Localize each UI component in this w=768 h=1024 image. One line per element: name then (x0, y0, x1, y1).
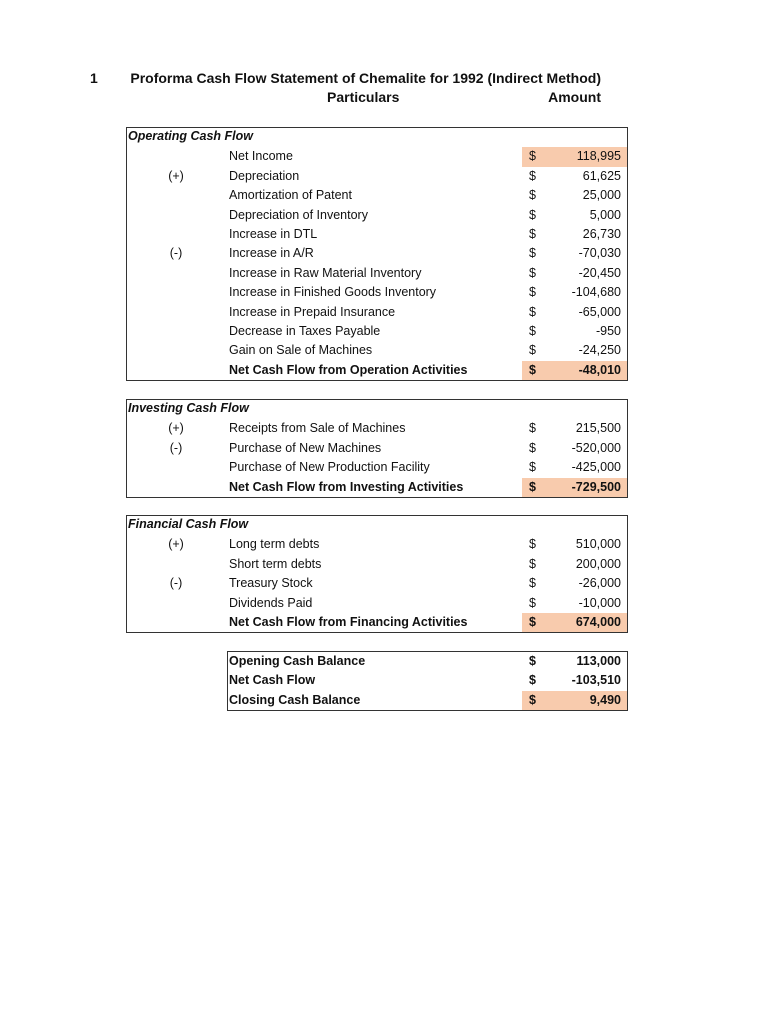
sign-indicator (150, 322, 202, 341)
line-item-label: Decrease in Taxes Payable (229, 324, 381, 338)
line-item-amount: -70,030 (578, 246, 621, 261)
total-row-label: Net Cash Flow from Operation Activities (229, 362, 468, 377)
currency-symbol: $ (529, 149, 536, 164)
line-item-label: Treasury Stock (229, 576, 313, 591)
sign-indicator (150, 613, 202, 632)
line-item-amount: -425,000 (571, 460, 621, 475)
balance-amount: 9,490 (589, 692, 621, 707)
line-item-label: Gain on Sale of Machines (229, 343, 373, 358)
line-item-label: Purchase of New Machines (229, 440, 382, 455)
sign-indicator (150, 341, 202, 360)
sign-indicator (150, 283, 202, 302)
line-item-label: Receipts from Sale of Machines (229, 421, 406, 436)
line-item-amount: -104,680 (571, 285, 621, 300)
sign-indicator (150, 458, 202, 477)
line-item-amount: 61,625 (582, 168, 621, 183)
line-item-label: Long term debts (229, 537, 320, 552)
line-item-amount: -20,450 (578, 265, 621, 280)
sign-indicator (150, 303, 202, 322)
sign-indicator (150, 594, 202, 613)
line-item-label: Short term debts (229, 556, 322, 571)
line-item-label: Net Income (229, 149, 293, 164)
currency-symbol: $ (529, 479, 536, 494)
line-item-label: Increase in DTL (229, 227, 318, 241)
line-item-amount: -26,000 (578, 576, 621, 591)
item-number: 1 (90, 70, 98, 86)
line-item-label: Increase in Finished Goods Inventory (229, 285, 437, 300)
column-header-amount: Amount (548, 89, 601, 105)
section-title: Investing Cash Flow (128, 401, 249, 415)
line-item-amount: 26,730 (582, 227, 621, 241)
sign-indicator: (-) (169, 440, 183, 455)
currency-symbol: $ (529, 246, 536, 261)
balance-label: Net Cash Flow (229, 673, 316, 688)
currency-symbol: $ (529, 421, 536, 436)
sign-indicator (150, 225, 202, 244)
sign-indicator (150, 555, 202, 574)
currency-symbol: $ (529, 285, 536, 300)
line-item-label: Increase in A/R (229, 246, 314, 261)
currency-symbol: $ (529, 324, 536, 338)
sign-indicator: (+) (168, 168, 184, 183)
column-header-particulars: Particulars (327, 89, 400, 105)
page-title: Proforma Cash Flow Statement of Chemalite for 1992 (Indirect Method) (130, 70, 601, 86)
sign-indicator: (+) (168, 537, 184, 552)
currency-symbol: $ (529, 595, 536, 610)
currency-symbol: $ (529, 692, 536, 707)
total-row-label: Net Cash Flow from Investing Activities (229, 479, 464, 494)
total-row-amount: -729,500 (571, 479, 621, 494)
line-item-label: Increase in Prepaid Insurance (229, 304, 396, 319)
balance-amount: -103,510 (571, 673, 621, 688)
line-item-amount: 118,995 (576, 149, 621, 164)
currency-symbol: $ (529, 615, 536, 629)
balance-label: Opening Cash Balance (229, 654, 366, 668)
line-item-label: Depreciation of Inventory (229, 207, 368, 222)
line-item-label: Purchase of New Production Facility (229, 460, 430, 475)
section-title: Financial Cash Flow (128, 517, 249, 531)
sign-indicator: (-) (169, 576, 183, 591)
currency-symbol: $ (529, 537, 536, 552)
line-item-label: Depreciation (229, 168, 300, 183)
sign-indicator (150, 361, 202, 380)
currency-symbol: $ (529, 265, 536, 280)
total-row-label: Net Cash Flow from Financing Activities (229, 615, 468, 629)
line-item-amount: 200,000 (575, 556, 621, 571)
currency-symbol: $ (529, 362, 536, 377)
sign-indicator (150, 206, 202, 225)
sign-indicator: (-) (169, 246, 183, 261)
currency-symbol: $ (529, 304, 536, 319)
sign-indicator (150, 186, 202, 205)
line-item-amount: 215,500 (575, 421, 621, 436)
currency-symbol: $ (529, 556, 536, 571)
total-row-amount: -48,010 (578, 362, 621, 377)
section-title: Operating Cash Flow (128, 129, 254, 143)
currency-symbol: $ (529, 440, 536, 455)
currency-symbol: $ (529, 227, 536, 241)
sign-indicator (150, 478, 202, 497)
line-item-label: Dividends Paid (229, 595, 313, 610)
currency-symbol: $ (529, 188, 536, 203)
line-item-amount: -10,000 (578, 595, 621, 610)
currency-symbol: $ (529, 207, 536, 222)
sign-indicator: (+) (168, 421, 184, 436)
line-item-amount: -65,000 (578, 304, 621, 319)
line-item-amount: -24,250 (578, 343, 621, 358)
line-item-amount: 510,000 (575, 537, 621, 552)
currency-symbol: $ (529, 673, 536, 688)
sign-indicator (150, 264, 202, 283)
line-item-amount: 25,000 (582, 188, 621, 203)
balance-label: Closing Cash Balance (229, 692, 361, 707)
currency-symbol: $ (529, 576, 536, 591)
currency-symbol: $ (529, 168, 536, 183)
currency-symbol: $ (529, 654, 536, 668)
total-row-amount: 674,000 (575, 615, 621, 629)
currency-symbol: $ (529, 460, 536, 475)
line-item-amount: -950 (595, 324, 621, 338)
line-item-amount: -520,000 (571, 440, 621, 455)
line-item-label: Amortization of Patent (229, 188, 352, 203)
currency-symbol: $ (529, 343, 536, 358)
sign-indicator (150, 147, 202, 166)
balance-amount: 113,000 (576, 654, 621, 668)
line-item-label: Increase in Raw Material Inventory (229, 265, 422, 280)
line-item-amount: 5,000 (589, 207, 621, 222)
